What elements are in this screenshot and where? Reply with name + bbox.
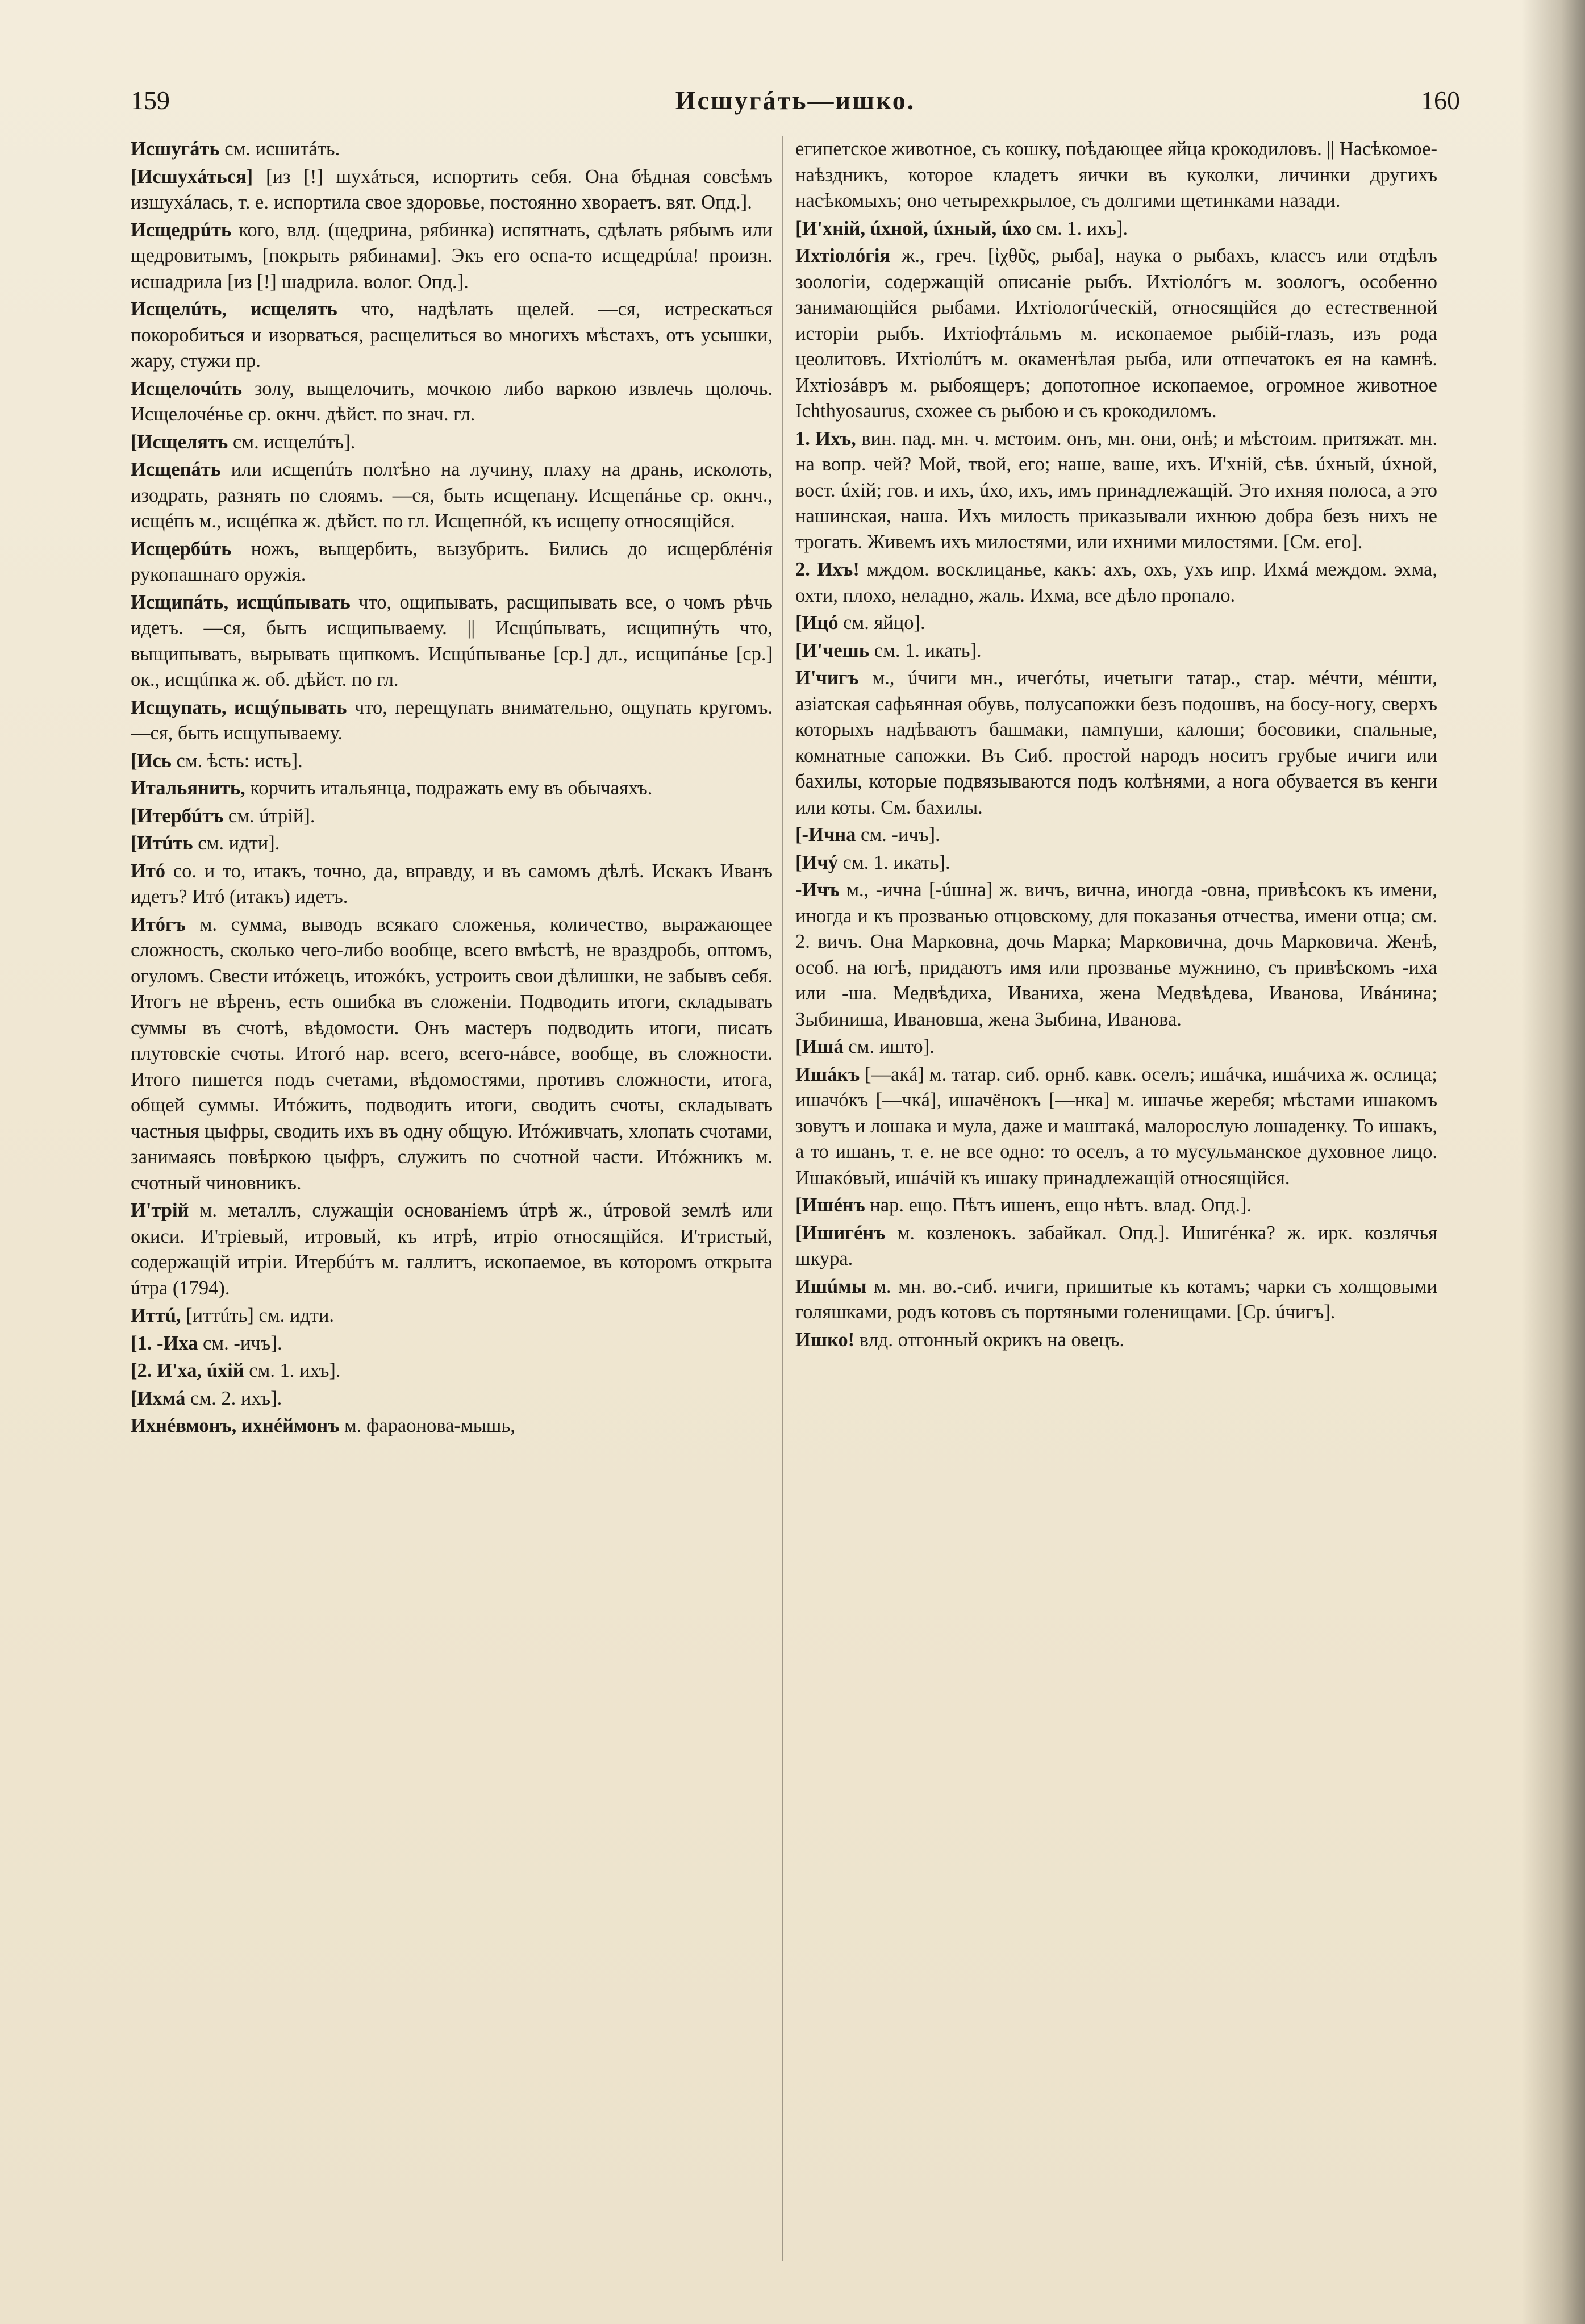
dictionary-entry — [795, 638, 1437, 664]
dictionary-entry — [795, 610, 1437, 636]
dictionary-entry — [795, 243, 1437, 424]
entry-definition: [—акá] м. татар. сиб. орнб. кавк. оселъ; ишáчка, ишáчиха ж. ослица; ишачóкъ [—чкá], ишачёнокъ [—нка] м. ишачье жеребя; мѣстами ишакомъ зовутъ и лошака и мула, даже и маштакá, малорослую лошаденку. То ишакъ, а то ишанъ, т. е. не все одно: то оселъ, а то мусульманское духовное лицо. Ишакóвый, ишáчій къ ишаку принадлежащій относящійся. — [795, 1063, 1437, 1189]
entry-definition: см. яйцо]. — [838, 612, 925, 634]
entry-definition: со. и то, итакъ, точно, да, вправду, и въ самомъ дѣлѣ. Искакъ Иванъ идетъ? Итó (итакъ) идетъ. — [131, 860, 773, 907]
entry-headword: [Ицó — [795, 612, 839, 634]
entry-definition: [из [!] шухáться, испортить себя. Она бѣдная совсѣмъ изшухáлась, т. е. испортила свое здоровье, постоянно хвораетъ. вят. Опд.]. — [131, 165, 773, 213]
dictionary-entry — [131, 1331, 773, 1357]
right-page-number: 160 — [1421, 86, 1460, 115]
dictionary-entry — [131, 1198, 773, 1301]
dictionary-entry — [131, 748, 773, 774]
dictionary-entry — [795, 1274, 1437, 1326]
entry-definition: ножъ, выщербить, вызубрить. Бились до исщерблéнія рукопашнаго оружія. — [131, 538, 773, 585]
entry-headword: [Ишéнъ — [795, 1194, 865, 1216]
entry-definition: что, перещупать внимательно, ощупать кругомъ. —ся, быть исщупываему. — [131, 696, 773, 744]
entry-definition: см. исшитáть. — [219, 138, 340, 160]
entry-definition: м. металлъ, служащіи основаніемъ úтрѣ ж., úтровой землѣ или окиси. И'тріевый, итровый, къ итрѣ, итріо относящійся. И'тристый, содержащій итріи. Итербúтъ м. галлитъ, ископаемое, въ которомъ открыта úтра (1794). — [131, 1200, 773, 1299]
entry-headword: Ишáкъ — [795, 1063, 860, 1085]
dictionary-entry — [131, 776, 773, 802]
entry-definition: см. 1. ихъ]. — [244, 1360, 341, 1381]
entry-definition: что, ощипывать, расщипывать все, о чомъ рѣчь идетъ. —ся, быть исщипываему. || Исщúпывать, исщипнýть что, выщипывать, вырывать щипкомъ. Исщúпыванье [ср.] дл., исщипáнье [ср.] ок., исщúпка ж. об. дѣйст. по гл. — [131, 591, 773, 690]
entry-definition: м. мн. во.-сиб. ичиги, пришитые къ котамъ; чарки съ холщовыми голяшками, родъ котовъ съ портяными голенищами. [Ср. úчигъ]. — [795, 1275, 1437, 1323]
entry-definition: египетское животное, съ кошку, поѣдающее яйца крокодиловъ. || Насѣкомое-наѣздникъ, которое кладетъ яички въ куколки, личинки другихъ насѣкомыхъ; оно четырехкрылое, съ долгими щетинками назади. — [795, 138, 1437, 211]
column-divider — [782, 136, 783, 2261]
entry-headword: [Итербúтъ — [131, 805, 224, 827]
dictionary-entry — [131, 803, 773, 830]
entry-definition: м., úчиги мн., ичегóты, ичетыги татар., стар. мéчти, мéшти, азіатская сафьянная обувь, полусапожки безъ подошвъ, на босу-ногу, сверхъ которыхъ надѣваютъ башмаки, пампуши, калоши; босовики, спальные, комнатные сапожки. Въ Сиб. простой народъ носитъ грубые ичиги или бахилы, которые подвязываются подъ колѣнями, а нога обувается въ кенги или коты. См. бахилы. — [795, 667, 1437, 818]
entry-headword: 1. Ихъ, — [795, 427, 856, 449]
dictionary-entry — [795, 216, 1437, 242]
dictionary-entry — [795, 1327, 1437, 1353]
entry-headword: [Исщелять — [131, 431, 228, 453]
entry-headword: Ишко! — [795, 1328, 855, 1351]
entry-headword: Исшугáть — [131, 138, 220, 160]
entry-definition: вин. пад. мн. ч. мстоим. онъ, мн. они, онѣ; и мѣстоим. притяжат. мн. на вопр. чей? Мой, твой, его; наше, ваше, ихъ. И'хній, сѣв. úхный, úхной, вост. úхій; гов. и ихъ, úхо, ихъ, имъ принадлежащій. Это ихняя полоса, а это нашинская, наша. Ихъ милость приказывали ихнюю добра безъ нихъ не трогать. Живемъ ихъ милостями, или ихними милостями. [См. его]. — [795, 427, 1437, 553]
dictionary-entry — [131, 164, 773, 216]
entry-definition: [иттúть] см. идти. — [181, 1305, 335, 1326]
left-column — [131, 136, 773, 2273]
dictionary-entry — [131, 536, 773, 588]
entry-definition: см. идти]. — [193, 832, 280, 854]
entry-headword: -Ичъ — [795, 879, 840, 901]
entry-headword: Иттú, — [131, 1305, 181, 1326]
dictionary-entry — [131, 912, 773, 1197]
entry-headword: [Ишигéнъ — [795, 1222, 886, 1244]
dictionary-entry — [795, 426, 1437, 556]
entry-definition: см. 1. икать]. — [838, 851, 950, 873]
dictionary-entry — [131, 859, 773, 910]
entry-headword: Ишúмы — [795, 1275, 867, 1297]
entry-headword: И'трій — [131, 1200, 189, 1221]
dictionary-entry — [131, 218, 773, 295]
dictionary-entry — [795, 822, 1437, 848]
page-header — [131, 85, 1460, 125]
entry-headword: Итó — [131, 860, 166, 882]
dictionary-entry — [131, 1303, 773, 1329]
entry-definition: мждом. восклицанье, какъ: ахъ, охъ, ухъ ипр. Ихмá междом. эхма, охти, плохо, неладно, жаль. Ихма, все дѣло пропало. — [795, 559, 1437, 606]
entry-definition: м. фараонова-мышь, — [339, 1415, 515, 1436]
entry-headword: Ихтіолóгія — [795, 245, 891, 266]
dictionary-entry — [131, 430, 773, 456]
entry-headword: Итóгъ — [131, 913, 186, 935]
entry-definition: или исщепúть пол𝔯ѣно на лучину, плаху на дрань, исколоть, изодрать, разнять по слоямъ. —ся, быть исщепану. Исщепáнье ср. окнч., исщéпъ м., исщéпка ж. дѣйст. по гл. Исщепнóй, къ исщепу относящійся. — [131, 459, 773, 532]
dictionary-entry — [795, 877, 1437, 1032]
dictionary-entry — [131, 695, 773, 747]
entry-definition: см. -ичъ]. — [856, 824, 940, 846]
entry-definition: м., -ична [-úшна] ж. вичъ, вична, иногда -овна, привѣсокъ къ имени, иногда и къ прозванью отцовскому, для показанья отчества, имени отца; см. 2. вичъ. Она Марковна, дочь Марка; Марковична, дочь Марковича. Женѣ, особ. на югѣ, придаютъ имя или прозванье мужнино, съ привѣскомъ -иха или -ша. Медвѣдиха, Иваниха, жена Медвѣдева, Иванова, Ивáнина; Зыбиниша, Ивановша, жена Зыбина, Иванова. — [795, 879, 1437, 1030]
entry-definition: см. -ичъ]. — [198, 1332, 282, 1354]
entry-headword: Исщелочúть — [131, 377, 243, 399]
entry-definition: см. 1. ихъ]. — [1031, 217, 1128, 239]
entry-headword: Исщипáть, исщúпывать — [131, 591, 351, 613]
entry-headword: [Ись — [131, 749, 172, 772]
entry-headword: [И'чешь — [795, 639, 870, 661]
dictionary-entry — [131, 1413, 773, 1439]
entry-headword: Исщелúть, исщелять — [131, 298, 337, 320]
entry-definition: корчить итальянца, подражать ему въ обычаяхъ. — [245, 777, 653, 799]
dictionary-entry — [131, 1358, 773, 1384]
entry-definition: нар. ещо. Пѣтъ ишенъ, ещо нѣтъ. влад. Опд.]. — [865, 1194, 1252, 1216]
entry-headword: [Ишá — [795, 1036, 844, 1057]
entry-definition: см. ишто]. — [843, 1036, 935, 1057]
entry-definition: см. ѣсть: исть]. — [171, 749, 303, 772]
page-title: Исшугáть—ишко. — [675, 86, 916, 115]
entry-headword: Исщербúть — [131, 538, 232, 560]
entry-definition: влд. отгонный окрикъ на овецъ. — [854, 1328, 1125, 1351]
entry-headword: [Итúть — [131, 832, 193, 854]
dictionary-entry — [131, 136, 773, 163]
entry-headword: [Ихмá — [131, 1387, 186, 1409]
left-page-number: 159 — [131, 86, 170, 115]
dictionary-entry — [131, 457, 773, 535]
entry-definition: м. сумма, выводъ всякаго сложенья, количество, выражающее сложность, сколько чего-либо вообще, всего вмѣстѣ, не враздробь, оптомъ, огуломъ. Свести итóжецъ, итожóкъ, устроить свои дѣлишки, не забывъ себя. Итогъ не вѣренъ, есть ошибка въ сложеніи. Подводить итоги, складывать суммы въ счотѣ, вѣдомости. Онъ мастеръ подводить итоги, писать плутовскіе счоты. Итогó нар. всего, всего-нáвсе, вообще, въ сложности. Итого пишется подъ счетами, вѣдомостями, противъ сложности, итога, общей суммы. Итóжить, подводить итоги, сводить счоты, складывать частныя цыфры, сводить ихъ въ одну общую. Итóживчать, хлопать счотами, занимаясь повѣркою цыфръ, служить по счотной части. Итóжникъ м. счотный чиновникъ. — [131, 913, 773, 1194]
dictionary-entry — [795, 850, 1437, 876]
entry-headword: [1. -Иха — [131, 1332, 198, 1354]
dictionary-entry — [795, 665, 1437, 821]
dictionary-entry — [795, 557, 1437, 609]
entry-definition: ж., греч. [ἰχθῦς, рыба], наука о рыбахъ, классъ или отдѣлъ зоологіи, содержащій описаніе рыбъ. Ихтіолóгъ м. зоологъ, особенно занимающійся рыбами. Ихтіологúческій, относящійся до естественной исторіи рыбъ. Ихтіофтáльмъ м. ископаемое рыбій-глазъ, изъ рода цеолитовъ. Ихтіолúтъ м. окаменѣлая рыба, или отпечатокъ ея на камнѣ. Ихтіозáвръ м. рыбоящеръ; допотопное ископаемое, огромное животное Ichthyosaurus, схожее съ рыбою и съ крокодиломъ. — [795, 245, 1437, 422]
dictionary-entry — [131, 590, 773, 693]
dictionary-entry — [131, 1386, 773, 1412]
right-column — [795, 136, 1437, 2273]
entry-headword: [Ичý — [795, 851, 839, 873]
entry-definition: см. úтрій]. — [223, 805, 315, 827]
entry-definition: м. козленокъ. забайкал. Опд.]. Ишигéнка? ж. ирк. козлячья шкура. — [795, 1222, 1437, 1269]
entry-headword: [И'хній, úхной, úхный, úхо — [795, 217, 1032, 239]
dictionary-entry — [795, 1193, 1437, 1219]
entry-definition: см. исщелúть]. — [228, 431, 356, 453]
entry-definition: см. 1. икать]. — [869, 639, 982, 661]
dictionary-entry — [131, 297, 773, 374]
dictionary-entry — [131, 831, 773, 857]
dictionary-entry — [795, 136, 1437, 214]
entry-definition: золу, выщелочить, мочкою либо варкою извлечь щолочь. Исщелочéнье ср. окнч. дѣйст. по знач. гл. — [131, 377, 773, 425]
entry-definition: кого, влд. (щедрина, рябинка) испятнать, сдѣлать рябымъ или щедровитымъ, [покрыть рябинами]. Экъ его оспа-то исщедрúла! произн. исшадрила [из [!] шадрила. волог. Опд.]. — [131, 219, 773, 293]
entry-headword: Исщедрúть — [131, 219, 232, 241]
entry-headword: [2. И'ха, úхій — [131, 1360, 244, 1381]
entry-headword: Исщепáть — [131, 459, 221, 480]
entry-headword: И'чигъ — [795, 667, 859, 689]
dictionary-entry — [795, 1221, 1437, 1272]
dictionary-entry — [131, 376, 773, 428]
entry-headword: Итальянить, — [131, 777, 245, 799]
entry-headword: 2. Ихъ! — [795, 559, 860, 580]
dictionary-entry — [795, 1034, 1437, 1060]
entry-definition: см. 2. ихъ]. — [185, 1387, 282, 1409]
entry-definition: что, надѣлать щелей. —ся, истрескаться покоробиться и изорваться, расщелиться во многихъ мѣстахъ, отъ усышки, жару, стужи пр. — [131, 298, 773, 372]
dictionary-entry — [795, 1062, 1437, 1192]
entry-headword: [-Ична — [795, 824, 856, 846]
entry-headword: Исщупать, исщýпывать — [131, 696, 347, 718]
entry-headword: [Исшухáться] — [131, 165, 253, 188]
entry-headword: Ихнéвмонъ, ихнéймонъ — [131, 1415, 340, 1436]
